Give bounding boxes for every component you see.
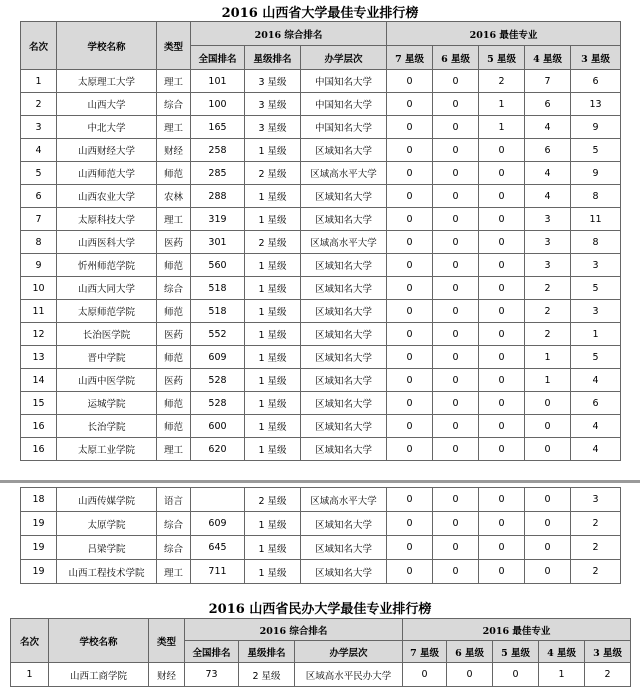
header-type: 类型 <box>157 22 191 70</box>
header-3-star: 3 星级 <box>585 641 631 663</box>
table-cell: 0 <box>479 560 525 584</box>
table-cell: 区域知名大学 <box>301 208 387 231</box>
table-cell: 1 星级 <box>245 208 301 231</box>
table-cell: 2 <box>571 560 621 584</box>
table-cell: 0 <box>387 277 433 300</box>
table-cell: 19 <box>21 536 57 560</box>
table-cell: 1 <box>479 116 525 139</box>
table-cell: 1 <box>539 663 585 687</box>
table-cell: 区域知名大学 <box>301 369 387 392</box>
table-cell: 3 <box>571 488 621 512</box>
table-cell: 0 <box>403 663 447 687</box>
table-cell: 0 <box>433 512 479 536</box>
table-cell: 0 <box>525 488 571 512</box>
table-cell: 600 <box>191 415 245 438</box>
table-cell: 0 <box>387 162 433 185</box>
table-cell: 73 <box>185 663 239 687</box>
table-cell: 区域知名大学 <box>301 254 387 277</box>
table-cell: 0 <box>433 536 479 560</box>
table-cell: 区域知名大学 <box>301 438 387 461</box>
header-5-star: 5 星级 <box>479 46 525 70</box>
table-cell: 山西大同大学 <box>57 277 157 300</box>
table-cell: 区域知名大学 <box>301 323 387 346</box>
table-cell: 0 <box>387 139 433 162</box>
header-6-star: 6 星级 <box>447 641 493 663</box>
table-cell: 语言 <box>157 488 191 512</box>
table-cell: 7 <box>525 70 571 93</box>
table-cell: 711 <box>191 560 245 584</box>
table-row <box>21 323 621 346</box>
table-cell: 11 <box>21 300 57 323</box>
table-cell: 518 <box>191 277 245 300</box>
table-cell: 101 <box>191 70 245 93</box>
table-row <box>21 162 621 185</box>
table-row <box>21 277 621 300</box>
table-cell: 0 <box>447 663 493 687</box>
table-cell: 288 <box>191 185 245 208</box>
table-cell: 0 <box>433 346 479 369</box>
table-cell: 9 <box>571 116 621 139</box>
header-national-rank: 全国排名 <box>191 46 245 70</box>
table-cell: 财经 <box>149 663 185 687</box>
table-cell: 0 <box>387 438 433 461</box>
table-cell: 0 <box>525 438 571 461</box>
table-cell: 0 <box>387 346 433 369</box>
header-5-star: 5 星级 <box>493 641 539 663</box>
table-cell: 0 <box>387 208 433 231</box>
table-cell: 0 <box>433 438 479 461</box>
table-cell: 1 <box>525 369 571 392</box>
table-cell: 0 <box>479 415 525 438</box>
section-divider <box>0 480 640 483</box>
table-row <box>21 185 621 208</box>
table-cell: 6 <box>525 93 571 116</box>
table1-title: 2016 山西省大学最佳专业排行榜 <box>221 6 419 21</box>
table-cell: 区域知名大学 <box>301 139 387 162</box>
table-cell: 4 <box>571 369 621 392</box>
table-cell: 0 <box>433 208 479 231</box>
table-cell: 2 <box>585 663 631 687</box>
table-cell: 4 <box>571 438 621 461</box>
table-cell: 0 <box>387 560 433 584</box>
table-row <box>21 70 621 93</box>
table-cell: 0 <box>433 254 479 277</box>
table-cell: 太原师范学院 <box>57 300 157 323</box>
table-row <box>21 536 621 560</box>
table-cell: 0 <box>479 488 525 512</box>
table-cell: 0 <box>433 185 479 208</box>
table-cell: 师范 <box>157 300 191 323</box>
table-cell: 620 <box>191 438 245 461</box>
table-cell: 11 <box>571 208 621 231</box>
table-cell: 3 <box>571 300 621 323</box>
header-best-group: 2016 最佳专业 <box>403 619 631 641</box>
header-3-star: 3 星级 <box>571 46 621 70</box>
table-row <box>11 663 631 687</box>
table-cell: 2 星级 <box>245 162 301 185</box>
table-cell: 财经 <box>157 139 191 162</box>
table-cell: 12 <box>21 323 57 346</box>
table-cell: 1 <box>21 70 57 93</box>
table-cell: 518 <box>191 300 245 323</box>
table-cell: 2 <box>479 70 525 93</box>
header-national-rank: 全国排名 <box>185 641 239 663</box>
header-7-star: 7 星级 <box>387 46 433 70</box>
table-cell: 1 星级 <box>245 323 301 346</box>
table-cell: 609 <box>191 512 245 536</box>
table-cell: 0 <box>479 512 525 536</box>
table-cell: 0 <box>433 231 479 254</box>
table-cell: 理工 <box>157 116 191 139</box>
table-cell: 中北大学 <box>57 116 157 139</box>
table-cell: 0 <box>433 415 479 438</box>
table-cell: 综合 <box>157 512 191 536</box>
table-cell: 1 <box>11 663 49 687</box>
table-cell: 综合 <box>157 536 191 560</box>
header-7-star: 7 星级 <box>403 641 447 663</box>
table-cell: 528 <box>191 369 245 392</box>
table-cell: 6 <box>571 70 621 93</box>
table-cell: 0 <box>387 512 433 536</box>
table-cell: 18 <box>21 488 57 512</box>
table-cell: 0 <box>493 663 539 687</box>
table-row <box>21 300 621 323</box>
table-cell: 645 <box>191 536 245 560</box>
table-cell: 1 星级 <box>245 560 301 584</box>
header-overall-group: 2016 综合排名 <box>185 619 403 641</box>
table-row <box>21 208 621 231</box>
table-cell: 中国知名大学 <box>301 93 387 116</box>
header-rank: 名次 <box>11 619 49 663</box>
table-cell: 528 <box>191 392 245 415</box>
table-cell: 0 <box>479 231 525 254</box>
table-cell: 552 <box>191 323 245 346</box>
table-cell: 3 星级 <box>245 93 301 116</box>
table-cell: 1 星级 <box>245 300 301 323</box>
table-cell: 区域高水平大学 <box>301 488 387 512</box>
table-cell: 4 <box>525 162 571 185</box>
table-cell: 1 星级 <box>245 277 301 300</box>
table-row <box>21 512 621 536</box>
table-cell: 6 <box>571 392 621 415</box>
table-cell: 师范 <box>157 162 191 185</box>
header-school: 学校名称 <box>49 619 149 663</box>
table-cell: 0 <box>387 392 433 415</box>
table-cell: 4 <box>525 185 571 208</box>
table-cell: 1 星级 <box>245 185 301 208</box>
table-cell: 560 <box>191 254 245 277</box>
table-cell: 0 <box>433 392 479 415</box>
table-cell: 1 星级 <box>245 415 301 438</box>
table-cell: 2 星级 <box>239 663 295 687</box>
table-cell: 0 <box>479 300 525 323</box>
table-row <box>21 415 621 438</box>
table-cell: 1 星级 <box>245 392 301 415</box>
header-star-rank: 星级排名 <box>239 641 295 663</box>
table-cell: 8 <box>571 231 621 254</box>
table-cell: 0 <box>433 162 479 185</box>
table-cell: 15 <box>21 392 57 415</box>
table-cell: 1 星级 <box>245 536 301 560</box>
table-cell: 区域高水平大学 <box>301 231 387 254</box>
table-cell: 0 <box>479 392 525 415</box>
table-cell: 山西工商学院 <box>49 663 149 687</box>
table-cell: 5 <box>571 139 621 162</box>
table-cell: 太原学院 <box>57 512 157 536</box>
table-cell: 3 <box>525 254 571 277</box>
table-row <box>21 93 621 116</box>
table-cell: 8 <box>21 231 57 254</box>
table-cell: 0 <box>433 93 479 116</box>
table-cell: 2 <box>525 277 571 300</box>
table-cell: 1 星级 <box>245 254 301 277</box>
table-cell: 0 <box>525 560 571 584</box>
table-cell: 区域知名大学 <box>301 300 387 323</box>
table-cell: 医药 <box>157 231 191 254</box>
header-best-group: 2016 最佳专业 <box>387 22 621 46</box>
table-cell: 0 <box>525 536 571 560</box>
table-cell: 3 星级 <box>245 70 301 93</box>
table-cell: 区域知名大学 <box>301 560 387 584</box>
table-cell: 16 <box>21 415 57 438</box>
table-cell: 0 <box>479 208 525 231</box>
table-cell: 0 <box>387 323 433 346</box>
table-cell: 0 <box>479 438 525 461</box>
table-cell: 7 <box>21 208 57 231</box>
table-cell: 太原工业学院 <box>57 438 157 461</box>
table-cell: 理工 <box>157 560 191 584</box>
ranking-table-public <box>20 21 621 461</box>
table-row <box>21 560 621 584</box>
table-cell: 2 <box>571 512 621 536</box>
table-cell: 运城学院 <box>57 392 157 415</box>
table-cell: 3 <box>525 208 571 231</box>
table-cell: 0 <box>479 277 525 300</box>
table-cell: 区域知名大学 <box>301 536 387 560</box>
table-cell <box>191 488 245 512</box>
table-cell: 0 <box>433 560 479 584</box>
table-cell: 区域知名大学 <box>301 277 387 300</box>
table-cell: 区域知名大学 <box>301 512 387 536</box>
table-cell: 1 星级 <box>245 139 301 162</box>
table-cell: 区域知名大学 <box>301 346 387 369</box>
table-cell: 山西医科大学 <box>57 231 157 254</box>
table-cell: 0 <box>387 369 433 392</box>
table-cell: 8 <box>571 185 621 208</box>
ranking-table-private <box>10 618 631 687</box>
table-cell: 山西工程技术学院 <box>57 560 157 584</box>
table-cell: 6 <box>21 185 57 208</box>
table-cell: 中国知名大学 <box>301 116 387 139</box>
table-row <box>21 231 621 254</box>
table-cell: 3 星级 <box>245 116 301 139</box>
table-cell: 3 <box>525 231 571 254</box>
table-cell: 2 星级 <box>245 488 301 512</box>
table-cell: 13 <box>21 346 57 369</box>
table-cell: 太原科技大学 <box>57 208 157 231</box>
table-cell: 9 <box>571 162 621 185</box>
table-cell: 0 <box>479 185 525 208</box>
table-cell: 区域高水平民办大学 <box>295 663 403 687</box>
table-cell: 4 <box>571 415 621 438</box>
table-cell: 山西中医学院 <box>57 369 157 392</box>
header-overall-group: 2016 综合排名 <box>191 22 387 46</box>
table-cell: 0 <box>387 116 433 139</box>
table-cell: 吕梁学院 <box>57 536 157 560</box>
table-cell: 0 <box>387 300 433 323</box>
table-cell: 师范 <box>157 415 191 438</box>
table-row <box>21 438 621 461</box>
table-cell: 0 <box>525 512 571 536</box>
table-cell: 0 <box>433 70 479 93</box>
table-cell: 165 <box>191 116 245 139</box>
header-type: 类型 <box>149 619 185 663</box>
table-cell: 综合 <box>157 93 191 116</box>
table-row <box>21 116 621 139</box>
table-cell: 1 星级 <box>245 369 301 392</box>
header-rank: 名次 <box>21 22 57 70</box>
table-cell: 理工 <box>157 70 191 93</box>
header-6-star: 6 星级 <box>433 46 479 70</box>
table-cell: 5 <box>571 346 621 369</box>
table-cell: 2 <box>571 536 621 560</box>
table-cell: 理工 <box>157 438 191 461</box>
table-cell: 0 <box>525 392 571 415</box>
table-cell: 师范 <box>157 346 191 369</box>
table-cell: 综合 <box>157 277 191 300</box>
table-cell: 0 <box>433 277 479 300</box>
table-cell: 2 星级 <box>245 231 301 254</box>
table-cell: 0 <box>387 70 433 93</box>
table-cell: 山西农业大学 <box>57 185 157 208</box>
table-cell: 中国知名大学 <box>301 70 387 93</box>
table-cell: 晋中学院 <box>57 346 157 369</box>
table-cell: 2 <box>21 93 57 116</box>
table-cell: 0 <box>387 415 433 438</box>
table-cell: 0 <box>433 323 479 346</box>
table-cell: 0 <box>433 488 479 512</box>
table-cell: 0 <box>387 231 433 254</box>
table-cell: 2 <box>525 323 571 346</box>
table2-title: 2016 山西省民办大学最佳专业排行榜 <box>208 602 432 617</box>
table-cell: 长治学院 <box>57 415 157 438</box>
table-cell: 忻州师范学院 <box>57 254 157 277</box>
table-cell: 山西大学 <box>57 93 157 116</box>
table-cell: 258 <box>191 139 245 162</box>
table-cell: 0 <box>433 300 479 323</box>
table-cell: 3 <box>21 116 57 139</box>
table-cell: 太原理工大学 <box>57 70 157 93</box>
table-cell: 1 <box>525 346 571 369</box>
table-cell: 16 <box>21 438 57 461</box>
table-cell: 医药 <box>157 323 191 346</box>
table-cell: 区域知名大学 <box>301 415 387 438</box>
table-row <box>21 139 621 162</box>
table-cell: 长治医学院 <box>57 323 157 346</box>
table-cell: 山西传媒学院 <box>57 488 157 512</box>
table-cell: 3 <box>571 254 621 277</box>
table-cell: 师范 <box>157 254 191 277</box>
table-cell: 医药 <box>157 369 191 392</box>
table-cell: 0 <box>525 415 571 438</box>
table-cell: 山西财经大学 <box>57 139 157 162</box>
table-cell: 区域高水平大学 <box>301 162 387 185</box>
table-cell: 19 <box>21 560 57 584</box>
table-cell: 农林 <box>157 185 191 208</box>
table-cell: 319 <box>191 208 245 231</box>
header-school: 学校名称 <box>57 22 157 70</box>
table-cell: 1 <box>479 93 525 116</box>
table-cell: 0 <box>433 116 479 139</box>
table-cell: 5 <box>571 277 621 300</box>
table-cell: 5 <box>21 162 57 185</box>
table-cell: 609 <box>191 346 245 369</box>
table-cell: 10 <box>21 277 57 300</box>
table-cell: 0 <box>387 488 433 512</box>
table-cell: 0 <box>479 254 525 277</box>
table-cell: 0 <box>387 536 433 560</box>
table-cell: 14 <box>21 369 57 392</box>
table-cell: 100 <box>191 93 245 116</box>
table-cell: 0 <box>479 369 525 392</box>
table-row <box>21 346 621 369</box>
table-cell: 13 <box>571 93 621 116</box>
table-cell: 0 <box>433 139 479 162</box>
table-cell: 9 <box>21 254 57 277</box>
table-cell: 1 星级 <box>245 512 301 536</box>
table-cell: 2 <box>525 300 571 323</box>
header-star-rank: 星级排名 <box>245 46 301 70</box>
table-row <box>21 488 621 512</box>
table-cell: 19 <box>21 512 57 536</box>
table-cell: 6 <box>525 139 571 162</box>
table-cell: 301 <box>191 231 245 254</box>
table-cell: 0 <box>433 369 479 392</box>
table-row <box>21 254 621 277</box>
table-cell: 区域知名大学 <box>301 392 387 415</box>
table-cell: 0 <box>479 162 525 185</box>
header-4-star: 4 星级 <box>539 641 585 663</box>
header-4-star: 4 星级 <box>525 46 571 70</box>
header-level: 办学层次 <box>295 641 403 663</box>
header-level: 办学层次 <box>301 46 387 70</box>
ranking-table-public-continued <box>20 487 621 584</box>
table-cell: 4 <box>21 139 57 162</box>
table-cell: 0 <box>479 346 525 369</box>
table-cell: 师范 <box>157 392 191 415</box>
table-cell: 0 <box>387 93 433 116</box>
table-cell: 1 星级 <box>245 346 301 369</box>
table-cell: 山西师范大学 <box>57 162 157 185</box>
table-row <box>21 369 621 392</box>
table-cell: 0 <box>387 254 433 277</box>
table-cell: 1 <box>571 323 621 346</box>
table-cell: 4 <box>525 116 571 139</box>
table-cell: 285 <box>191 162 245 185</box>
table-cell: 区域知名大学 <box>301 185 387 208</box>
table-row <box>21 392 621 415</box>
table-cell: 0 <box>479 139 525 162</box>
table-cell: 理工 <box>157 208 191 231</box>
table-cell: 0 <box>479 536 525 560</box>
table-cell: 1 星级 <box>245 438 301 461</box>
table-cell: 0 <box>387 185 433 208</box>
table-cell: 0 <box>479 323 525 346</box>
